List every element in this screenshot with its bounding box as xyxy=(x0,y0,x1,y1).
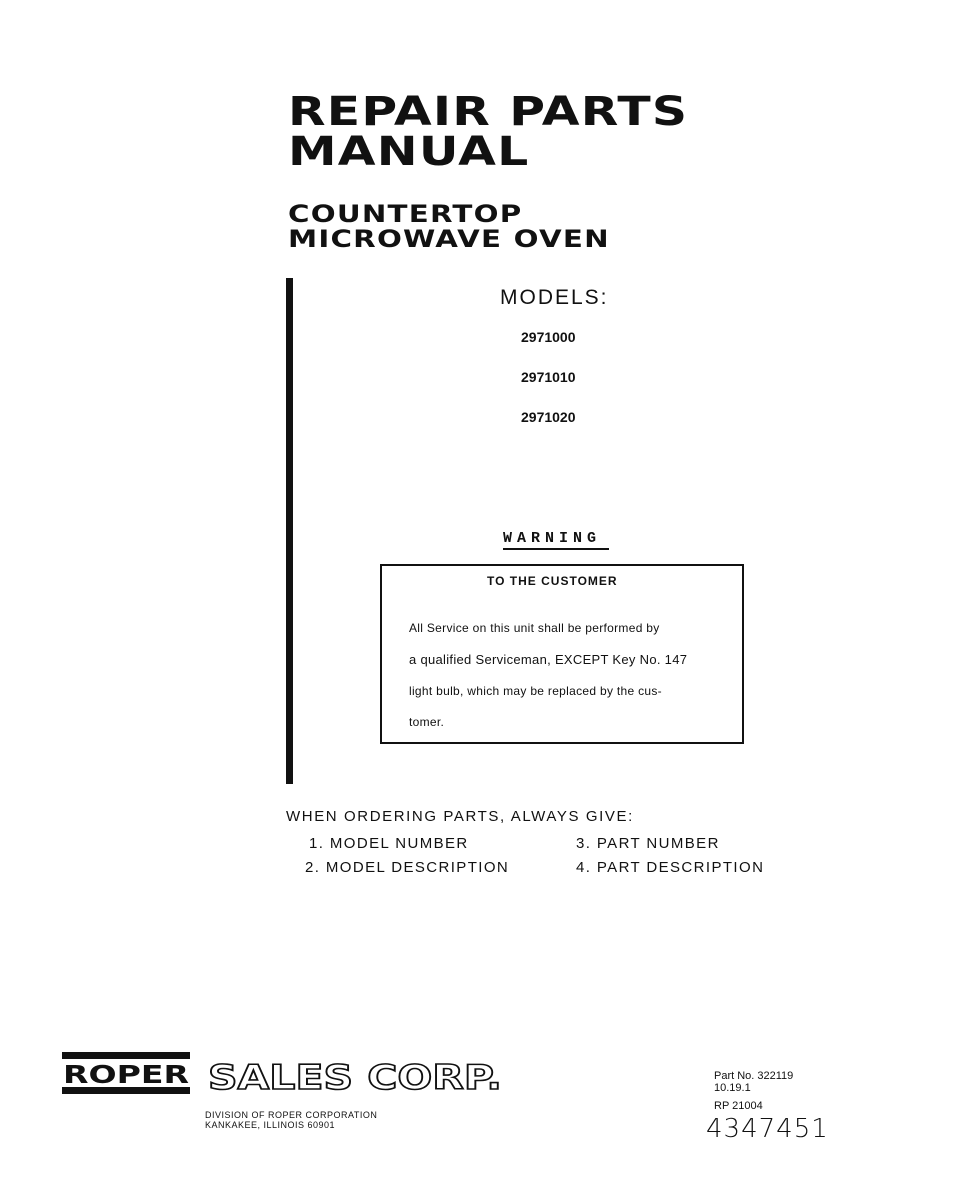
manual-subtitle xyxy=(288,202,610,252)
model-number-3: 2971020 xyxy=(521,409,576,425)
order-item-model-description: 2. MODEL DESCRIPTION xyxy=(305,859,510,876)
subtitle-line-2: MICROWAVE OVEN xyxy=(288,225,610,253)
warning-line-1: All Service on this unit shall be performed by xyxy=(409,621,660,635)
warning-line-2: a qualified Serviceman, EXCEPT Key No. 147 xyxy=(409,652,688,667)
rp-number: RP 21004 xyxy=(714,1100,763,1112)
division-line-2: KANKAKEE, ILLINOIS 60901 xyxy=(205,1120,336,1130)
handwritten-number: 4347451 xyxy=(706,1114,829,1144)
warning-line-3: light bulb, which may be replaced by the cus- xyxy=(409,684,662,698)
subtitle-line-1: COUNTERTOP xyxy=(288,200,523,228)
part-number: Part No. 322119 xyxy=(714,1070,794,1082)
order-item-model-number: 1. MODEL NUMBER xyxy=(309,835,469,852)
ordering-heading: WHEN ORDERING PARTS, ALWAYS GIVE: xyxy=(286,808,634,825)
print-date: 10.19.1 xyxy=(714,1082,751,1094)
warning-title: WARNING xyxy=(503,530,602,547)
warning-line-4: tomer. xyxy=(409,715,445,729)
roper-logo xyxy=(60,1050,192,1096)
warning-underline xyxy=(503,548,609,550)
order-item-part-description: 4. PART DESCRIPTION xyxy=(576,859,765,876)
model-number-1: 2971000 xyxy=(521,329,576,345)
division-info xyxy=(205,1110,377,1130)
order-item-part-number: 3. PART NUMBER xyxy=(576,835,720,852)
sales-corp-logo-text: SALES CORP. xyxy=(208,1058,502,1094)
warning-box xyxy=(380,564,744,744)
sales-corp-logo xyxy=(206,1058,506,1094)
division-line-1: DIVISION OF ROPER CORPORATION xyxy=(205,1110,378,1120)
manual-title xyxy=(288,89,689,175)
warning-box-heading: TO THE CUSTOMER xyxy=(487,574,618,588)
title-line-1: REPAIR PARTS xyxy=(288,89,689,135)
title-line-2: MANUAL xyxy=(288,129,530,175)
left-vertical-rule xyxy=(286,278,293,784)
models-label: MODELS: xyxy=(500,286,609,309)
model-number-2: 2971010 xyxy=(521,369,576,385)
roper-logo-text: ROPER xyxy=(63,1060,189,1089)
